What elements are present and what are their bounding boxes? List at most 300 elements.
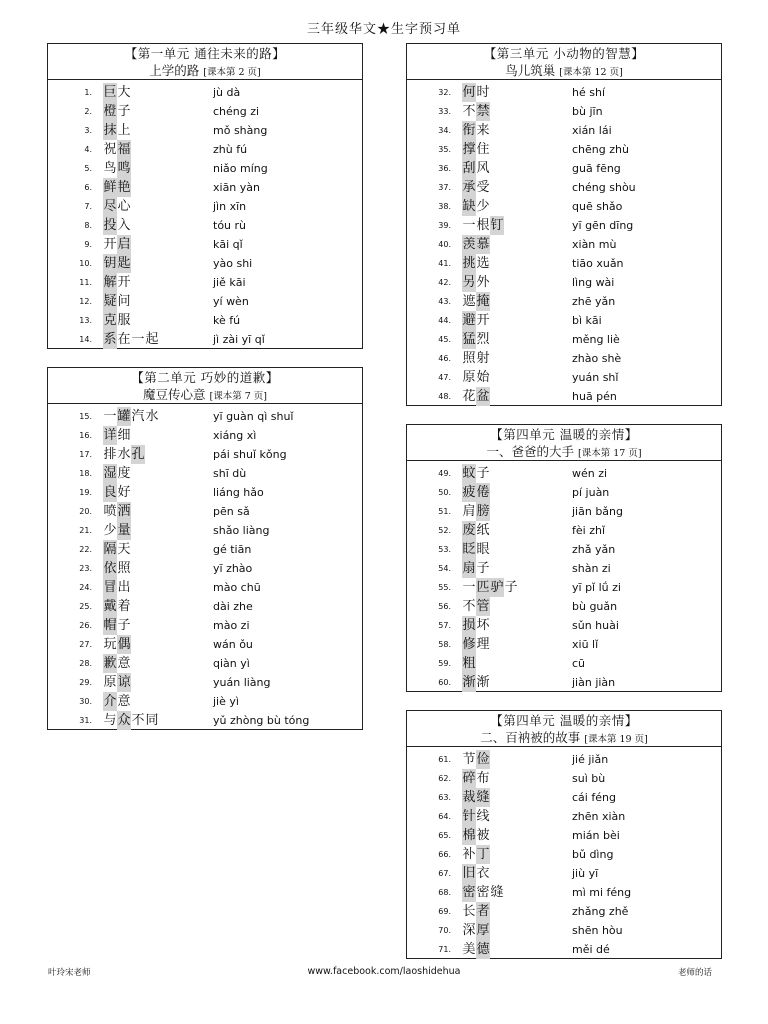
vocab-word [462, 483, 490, 502]
highlighted-char: 依 [103, 561, 117, 576]
vocab-word [462, 464, 490, 483]
vocab-word [103, 445, 145, 464]
highlighted-char: 挑 [462, 256, 476, 271]
vocab-pinyin: kè fú [213, 314, 241, 327]
vocab-row [407, 178, 721, 197]
footer-link[interactable]: www.facebook.com/laoshidehua [307, 966, 461, 977]
item-number: 40. [438, 240, 451, 249]
vocab-row [48, 216, 362, 235]
char: 线 [476, 809, 490, 824]
char: 住 [476, 142, 490, 157]
char: 与 [103, 713, 117, 728]
vocab-pinyin: mǒ shàng [213, 124, 268, 137]
char: 来 [476, 123, 490, 138]
vocab-pinyin: měng liè [572, 333, 620, 346]
vocab-word [462, 254, 490, 273]
char: 开 [117, 275, 131, 290]
vocab-row [407, 387, 721, 406]
vocab-pinyin: bù guǎn [572, 600, 618, 613]
page-title: 三年级华文★生字预习单 [306, 22, 461, 37]
page-reference: [课本第 12 页] [559, 67, 623, 78]
char: 着 [117, 599, 131, 614]
vocab-row [48, 445, 362, 464]
vocab-pinyin: jiàn jiàn [572, 676, 616, 689]
vocab-row [407, 654, 721, 673]
vocab-pinyin: zhǎ yǎn [572, 543, 616, 556]
lesson-title: 魔豆传心意 [142, 387, 206, 402]
char: 入 [117, 218, 131, 233]
item-number: 11. [79, 278, 92, 287]
lesson-title: 二、百衲被的故事 [480, 730, 581, 745]
vocab-row [407, 254, 721, 273]
vocab-pinyin: jìn xīn [213, 200, 247, 213]
highlighted-char: 眨 [462, 542, 476, 557]
char: 纸 [476, 523, 490, 538]
highlighted-char: 巨 [103, 85, 117, 100]
vocab-word [462, 845, 490, 864]
vocab-row [407, 902, 721, 921]
vocab-pinyin: yuán liàng [213, 676, 271, 689]
vocab-row [48, 692, 362, 711]
vocab-pinyin: xiān yàn [213, 181, 260, 194]
char: 出 [117, 580, 131, 595]
highlighted-char: 裁 [462, 790, 476, 805]
highlighted-char: 修 [462, 637, 476, 652]
char: 子 [504, 580, 518, 595]
char: 原 [103, 675, 117, 690]
vocab-word [462, 140, 490, 159]
char: 遮 [462, 294, 476, 309]
vocab-row [407, 464, 721, 483]
char: 子 [476, 466, 490, 481]
section-header [407, 425, 721, 461]
vocab-word [462, 750, 490, 769]
item-number: 12. [79, 297, 92, 306]
highlighted-char: 匙 [117, 256, 131, 271]
section-header [48, 368, 362, 404]
highlighted-char: 谅 [117, 675, 131, 690]
highlighted-char: 另 [462, 275, 476, 290]
vocab-pinyin: yào shi [213, 257, 253, 270]
vocab-row [407, 559, 721, 578]
vocab-row [407, 826, 721, 845]
item-number: 1. [84, 88, 92, 97]
vocab-pinyin: quē shǎo [572, 200, 623, 213]
char: 大 [117, 85, 131, 100]
item-number: 24. [79, 583, 92, 592]
item-number: 29. [79, 678, 92, 687]
highlighted-char: 碎 [462, 771, 476, 786]
char: 问 [117, 294, 131, 309]
highlighted-char: 隔 [103, 542, 117, 557]
page-reference: [课本第 2 页] [203, 67, 261, 78]
vocab-row [48, 140, 362, 159]
item-number: 64. [438, 812, 451, 821]
highlighted-char: 系 [103, 332, 117, 347]
item-number: 59. [438, 659, 451, 668]
vocab-row [407, 368, 721, 387]
char: 原 [462, 370, 476, 385]
highlighted-char: 倦 [476, 485, 490, 500]
vocab-word [103, 407, 159, 426]
vocab-row [407, 121, 721, 140]
vocab-word [462, 769, 490, 788]
vocab-pinyin: chēng zhù [572, 143, 629, 156]
vocab-pinyin: jiě kāi [213, 276, 246, 289]
footer-note: 老师的话 [677, 968, 712, 978]
item-number: 62. [438, 774, 451, 783]
item-number: 7. [84, 202, 92, 211]
highlighted-char: 抹 [103, 123, 117, 138]
item-number: 41. [438, 259, 451, 268]
vocab-row [48, 597, 362, 616]
vocab-pinyin: yī pǐ lǘ zi [572, 581, 621, 594]
vocab-pinyin: dài zhe [213, 600, 253, 613]
vocab-word [103, 521, 131, 540]
highlighted-char: 鲜 [103, 180, 117, 195]
vocab-pinyin: jù dà [213, 86, 241, 99]
vocab-word [103, 673, 131, 692]
vocab-word [103, 311, 131, 330]
vocab-row [48, 711, 362, 730]
vocab-word [103, 121, 131, 140]
highlighted-char: 介 [103, 694, 117, 709]
highlighted-char: 禁 [476, 104, 490, 119]
vocab-word [462, 902, 490, 921]
item-number: 56. [438, 602, 451, 611]
char: 细 [117, 428, 131, 443]
char: 开 [103, 237, 117, 252]
vocab-pinyin: jiù yī [572, 867, 599, 880]
highlighted-char: 匹 [476, 580, 490, 595]
char: 上 [117, 123, 131, 138]
highlighted-char: 废 [462, 523, 476, 538]
vocab-row [407, 921, 721, 940]
vocab-row [407, 750, 721, 769]
vocab-row [407, 83, 721, 102]
item-number: 61. [438, 755, 451, 764]
item-number: 30. [79, 697, 92, 706]
item-number: 54. [438, 564, 451, 573]
vocab-pinyin: xiáng xì [213, 429, 257, 442]
item-number: 18. [79, 469, 92, 478]
vocab-pinyin: yī guàn qì shuǐ [213, 410, 294, 423]
unit-title: 【第二单元 巧妙的道歉】 [131, 370, 279, 385]
vocab-row [407, 521, 721, 540]
highlighted-char: 孔 [131, 447, 145, 462]
vocab-row [407, 140, 721, 159]
vocab-pinyin: mào zi [213, 619, 250, 632]
char: 不 [131, 713, 145, 728]
highlighted-char: 避 [462, 313, 476, 328]
vocab-word [462, 387, 490, 406]
vocab-pinyin: yī gēn dīng [572, 219, 634, 232]
vocab-row [407, 540, 721, 559]
footer-author: 叶玲宋老师 [48, 968, 91, 978]
vocab-row [407, 235, 721, 254]
item-number: 37. [438, 183, 451, 192]
char: 外 [476, 275, 490, 290]
char: 祝 [103, 142, 117, 157]
vocab-row [48, 102, 362, 121]
highlighted-char: 盆 [476, 389, 490, 404]
vocab-row [407, 635, 721, 654]
vocab-word [103, 616, 131, 635]
vocab-pinyin: chéng zi [213, 105, 260, 118]
char: 烈 [476, 332, 490, 347]
highlighted-char: 何 [462, 85, 476, 100]
vocab-pinyin: jiè yì [213, 695, 239, 708]
highlighted-char: 罐 [117, 409, 131, 424]
vocab-pinyin: bù jīn [572, 105, 603, 118]
char: 水 [117, 447, 131, 462]
highlighted-char: 者 [476, 904, 490, 919]
unit-4b-section [406, 710, 722, 959]
vocab-row [48, 330, 362, 349]
highlighted-char: 旧 [462, 866, 476, 881]
highlighted-char: 歉 [103, 656, 117, 671]
vocab-word [462, 673, 490, 692]
vocab-pinyin: pí juàn [572, 486, 610, 499]
highlighted-char: 扇 [462, 561, 476, 576]
item-number: 22. [79, 545, 92, 554]
unit-1-section [47, 43, 363, 349]
vocab-pinyin: zhào shè [572, 352, 622, 365]
page-reference: [课本第 17 页] [577, 448, 642, 459]
vocab-pinyin: huā pén [572, 390, 617, 403]
vocab-pinyin: jié jiǎn [572, 753, 609, 766]
item-number: 67. [438, 869, 451, 878]
vocab-word [103, 654, 131, 673]
item-number: 46. [438, 354, 451, 363]
highlighted-char: 冒 [103, 580, 117, 595]
highlighted-char: 尽 [103, 199, 117, 214]
lesson-title: 一、爸爸的大手 [486, 444, 574, 459]
char: 布 [476, 771, 490, 786]
vocab-pinyin: jì zài yī qǐ [213, 333, 265, 346]
vocab-word [462, 502, 490, 521]
char: 同 [145, 713, 159, 728]
section-header [48, 44, 362, 80]
vocab-pinyin: bǔ dìng [572, 848, 614, 861]
char: 肩 [462, 504, 476, 519]
vocab-pinyin: chéng shòu [572, 181, 636, 194]
highlighted-char: 帽 [103, 618, 117, 633]
vocab-row [407, 578, 721, 597]
highlighted-char: 橙 [103, 104, 117, 119]
highlighted-char: 密 [462, 885, 476, 900]
vocab-row [48, 254, 362, 273]
vocab-row [48, 673, 362, 692]
char: 照 [117, 561, 131, 576]
vocab-word [462, 273, 490, 292]
char: 少 [476, 199, 490, 214]
vocab-pinyin: jiān bǎng [572, 505, 623, 518]
vocab-word [462, 235, 490, 254]
vocab-pinyin: mì mi féng [572, 886, 632, 899]
item-number: 60. [438, 678, 451, 687]
item-number: 3. [84, 126, 92, 135]
char: 子 [117, 104, 131, 119]
item-number: 44. [438, 316, 451, 325]
char: 受 [476, 180, 490, 195]
vocab-word [103, 464, 131, 483]
char: 子 [476, 561, 490, 576]
vocab-word [462, 616, 490, 635]
vocab-pinyin: suì bù [572, 772, 606, 785]
vocab-row [48, 121, 362, 140]
highlighted-char: 众 [117, 713, 131, 728]
vocab-row [407, 102, 721, 121]
vocab-row [48, 197, 362, 216]
vocab-row [48, 273, 362, 292]
vocab-pinyin: yuán shǐ [572, 371, 619, 384]
vocab-row [407, 330, 721, 349]
vocab-pinyin: zhēn xiàn [572, 810, 626, 823]
highlighted-char: 针 [462, 809, 476, 824]
vocab-pinyin: wán ǒu [213, 638, 253, 651]
vocab-pinyin: shēn hòu [572, 924, 623, 937]
item-number: 32. [438, 88, 451, 97]
vocab-pinyin: xiàn mù [572, 238, 617, 251]
char: 射 [476, 351, 490, 366]
vocab-row [48, 292, 362, 311]
vocab-pinyin: yǔ zhòng bù tóng [213, 714, 310, 727]
vocab-word [462, 83, 490, 102]
highlighted-char: 渐 [462, 675, 476, 690]
highlighted-char: 良 [103, 485, 117, 500]
highlighted-char: 福 [117, 142, 131, 157]
vocab-pinyin: yī zhào [213, 562, 253, 575]
vocab-word [462, 311, 490, 330]
item-number: 16. [79, 431, 92, 440]
vocab-word [103, 216, 131, 235]
vocab-pinyin: guā fēng [572, 162, 621, 175]
char: 长 [462, 904, 476, 919]
item-number: 13. [79, 316, 92, 325]
vocab-word [103, 140, 131, 159]
vocab-word [462, 197, 490, 216]
highlighted-char: 粗 [462, 656, 476, 671]
vocab-pinyin: lìng wài [572, 276, 615, 289]
highlighted-char: 疲 [462, 485, 476, 500]
highlighted-char: 管 [476, 599, 490, 614]
vocab-pinyin: měi dé [572, 943, 610, 956]
item-number: 65. [438, 831, 451, 840]
vocab-word [103, 102, 131, 121]
char: 排 [103, 447, 117, 462]
vocab-word [462, 102, 490, 121]
vocab-word [103, 235, 131, 254]
char: 缝 [490, 885, 504, 900]
vocab-word [462, 216, 504, 235]
item-number: 49. [438, 469, 451, 478]
vocab-row [407, 311, 721, 330]
vocab-row [48, 83, 362, 102]
char: 照 [462, 351, 476, 366]
vocab-pinyin: cū [572, 657, 586, 670]
item-number: 17. [79, 450, 92, 459]
vocab-word [462, 349, 490, 368]
char: 汽 [131, 409, 145, 424]
char: 花 [462, 389, 476, 404]
highlighted-char: 承 [462, 180, 476, 195]
char: 好 [117, 485, 131, 500]
vocab-pinyin: kāi qǐ [213, 238, 243, 251]
vocab-row [407, 216, 721, 235]
highlighted-char: 驴 [490, 580, 504, 595]
vocab-pinyin: zhē yǎn [572, 295, 616, 308]
char: 水 [145, 409, 159, 424]
vocab-word [462, 864, 490, 883]
highlighted-char: 损 [462, 618, 476, 633]
item-number: 43. [438, 297, 451, 306]
vocab-pinyin: niǎo míng [213, 162, 268, 175]
vocab-row [48, 426, 362, 445]
char: 一 [462, 580, 476, 595]
unit-2-section [47, 367, 363, 730]
vocab-row [48, 502, 362, 521]
unit-title: 【第四单元 温暖的亲情】 [490, 713, 638, 728]
highlighted-char: 疑 [103, 294, 117, 309]
vocab-word [462, 368, 490, 387]
vocab-word [103, 502, 131, 521]
vocab-row [48, 540, 362, 559]
vocab-word [462, 159, 490, 178]
vocab-word [462, 292, 490, 311]
vocab-row [407, 940, 721, 959]
vocab-pinyin: tiāo xuǎn [572, 257, 624, 270]
vocab-row [407, 273, 721, 292]
vocab-word [103, 254, 131, 273]
vocab-pinyin: xián lái [572, 124, 612, 137]
vocab-pinyin: hé shí [572, 86, 605, 99]
highlighted-char: 详 [103, 428, 117, 443]
char: 坏 [476, 618, 490, 633]
char: 一 [131, 332, 145, 347]
item-number: 45. [438, 335, 451, 344]
item-number: 34. [438, 126, 451, 135]
item-number: 63. [438, 793, 451, 802]
vocab-word [462, 826, 490, 845]
vocab-pinyin: pái shuǐ kǒng [213, 448, 287, 461]
vocab-pinyin: mián bèi [572, 829, 620, 842]
vocab-pinyin: wén zi [572, 467, 608, 480]
item-number: 57. [438, 621, 451, 630]
vocab-pinyin: liáng hǎo [213, 486, 264, 499]
char: 服 [117, 313, 131, 328]
char: 度 [117, 466, 131, 481]
highlighted-char: 掩 [476, 294, 490, 309]
vocab-pinyin: zhǎng zhě [572, 905, 629, 918]
char: 节 [462, 752, 476, 767]
char: 玩 [103, 637, 117, 652]
char: 鸟 [103, 161, 117, 176]
char: 渐 [476, 675, 490, 690]
vocab-row [407, 349, 721, 368]
highlighted-char: 戴 [103, 599, 117, 614]
highlighted-char: 洒 [117, 504, 131, 519]
vocab-pinyin: qiàn yì [213, 657, 250, 670]
vocab-word [462, 330, 490, 349]
vocab-row [48, 654, 362, 673]
item-number: 55. [438, 583, 451, 592]
item-number: 21. [79, 526, 92, 535]
item-number: 19. [79, 488, 92, 497]
vocab-word [462, 559, 490, 578]
vocab-word [462, 178, 490, 197]
item-number: 35. [438, 145, 451, 154]
